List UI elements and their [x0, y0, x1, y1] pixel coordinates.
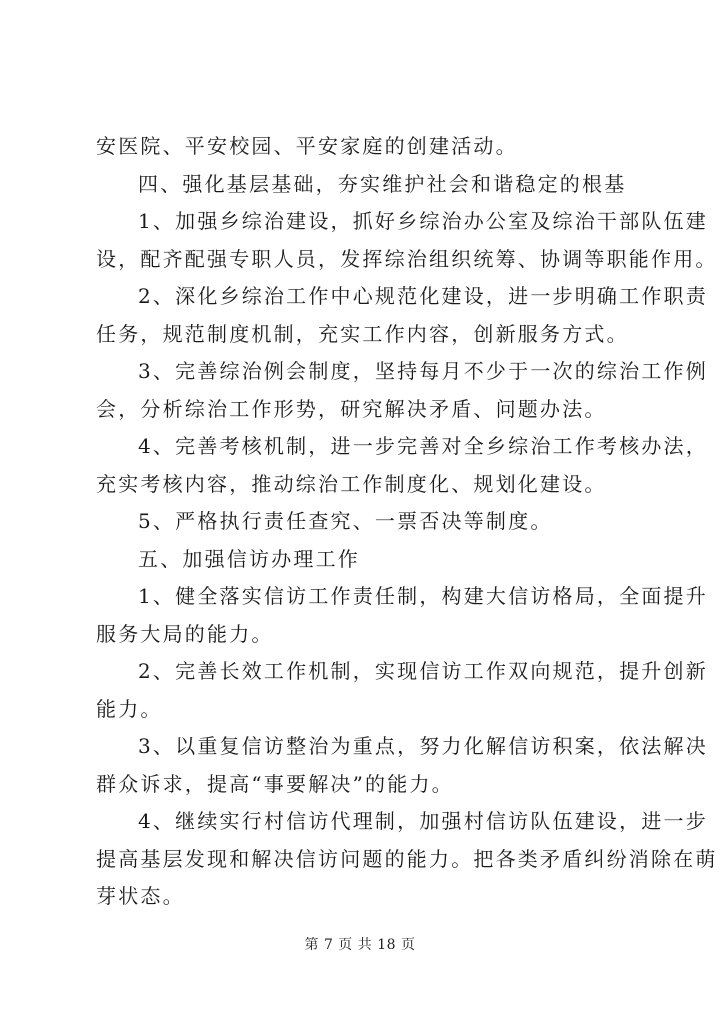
- text-line-continuation: 安医院、平安校园、平安家庭的创建活动。: [96, 134, 518, 158]
- section-heading-4: 四、强化基层基础，夯实维护社会和谐稳定的根基: [138, 171, 627, 196]
- paragraph-4-1-line-1: 1、加强乡综治建设，抓好乡综治办公室及综治干部队伍建: [138, 209, 708, 233]
- page-number-footer: 第 7 页 共 18 页: [304, 937, 416, 953]
- body-text: [96, 128, 718, 916]
- paragraph-5-4-line-3: 芽状态。: [96, 884, 185, 908]
- paragraph-5-3-line-2: 群众诉求，提高“事要解决”的能力。: [96, 771, 454, 796]
- paragraph-5-1-line-1: 1、健全落实信访工作责任制，构建大信访格局，全面提升: [138, 584, 708, 608]
- paragraph-4-5: 5、严格执行责任查究、一票否决等制度。: [138, 509, 553, 533]
- paragraph-4-4-line-2: 充实考核内容，推动综治工作制度化、规划化建设。: [96, 471, 607, 496]
- paragraph-5-3-line-1: 3、以重复信访整治为重点，努力化解信访积案，依法解决: [138, 734, 708, 758]
- paragraph-5-2-line-1: 2、完善长效工作机制，实现信访工作双向规范，提升创新: [138, 659, 708, 683]
- paragraph-5-4-line-2: 提高基层发现和解决信访问题的能力。把各类矛盾纠纷消除在萌: [96, 846, 718, 871]
- paragraph-4-3-line-1: 3、完善综治例会制度，坚持每月不少于一次的综治工作例: [138, 359, 708, 383]
- paragraph-4-4-line-1: 4、完善考核机制，进一步完善对全乡综治工作考核办法，: [138, 434, 708, 458]
- paragraph-4-3-line-2: 会，分析综治工作形势，研究解决矛盾、问题办法。: [96, 396, 607, 421]
- paragraph-5-1-line-2: 服务大局的能力。: [96, 621, 274, 646]
- section-heading-5: 五、加强信访办理工作: [138, 546, 360, 571]
- paragraph-4-2-line-1: 2、深化乡综治工作中心规范化建设，进一步明确工作职责: [138, 284, 708, 308]
- paragraph-5-2-line-2: 能力。: [96, 696, 163, 721]
- paragraph-4-2-line-2: 任务，规范制度机制，充实工作内容，创新服务方式。: [96, 321, 629, 346]
- paragraph-5-4-line-1: 4、继续实行村信访代理制，加强村信访队伍建设，进一步: [138, 809, 708, 833]
- paragraph-4-1-line-2: 设，配齐配强专职人员，发挥综治组织统筹、协调等职能作用。: [96, 246, 718, 271]
